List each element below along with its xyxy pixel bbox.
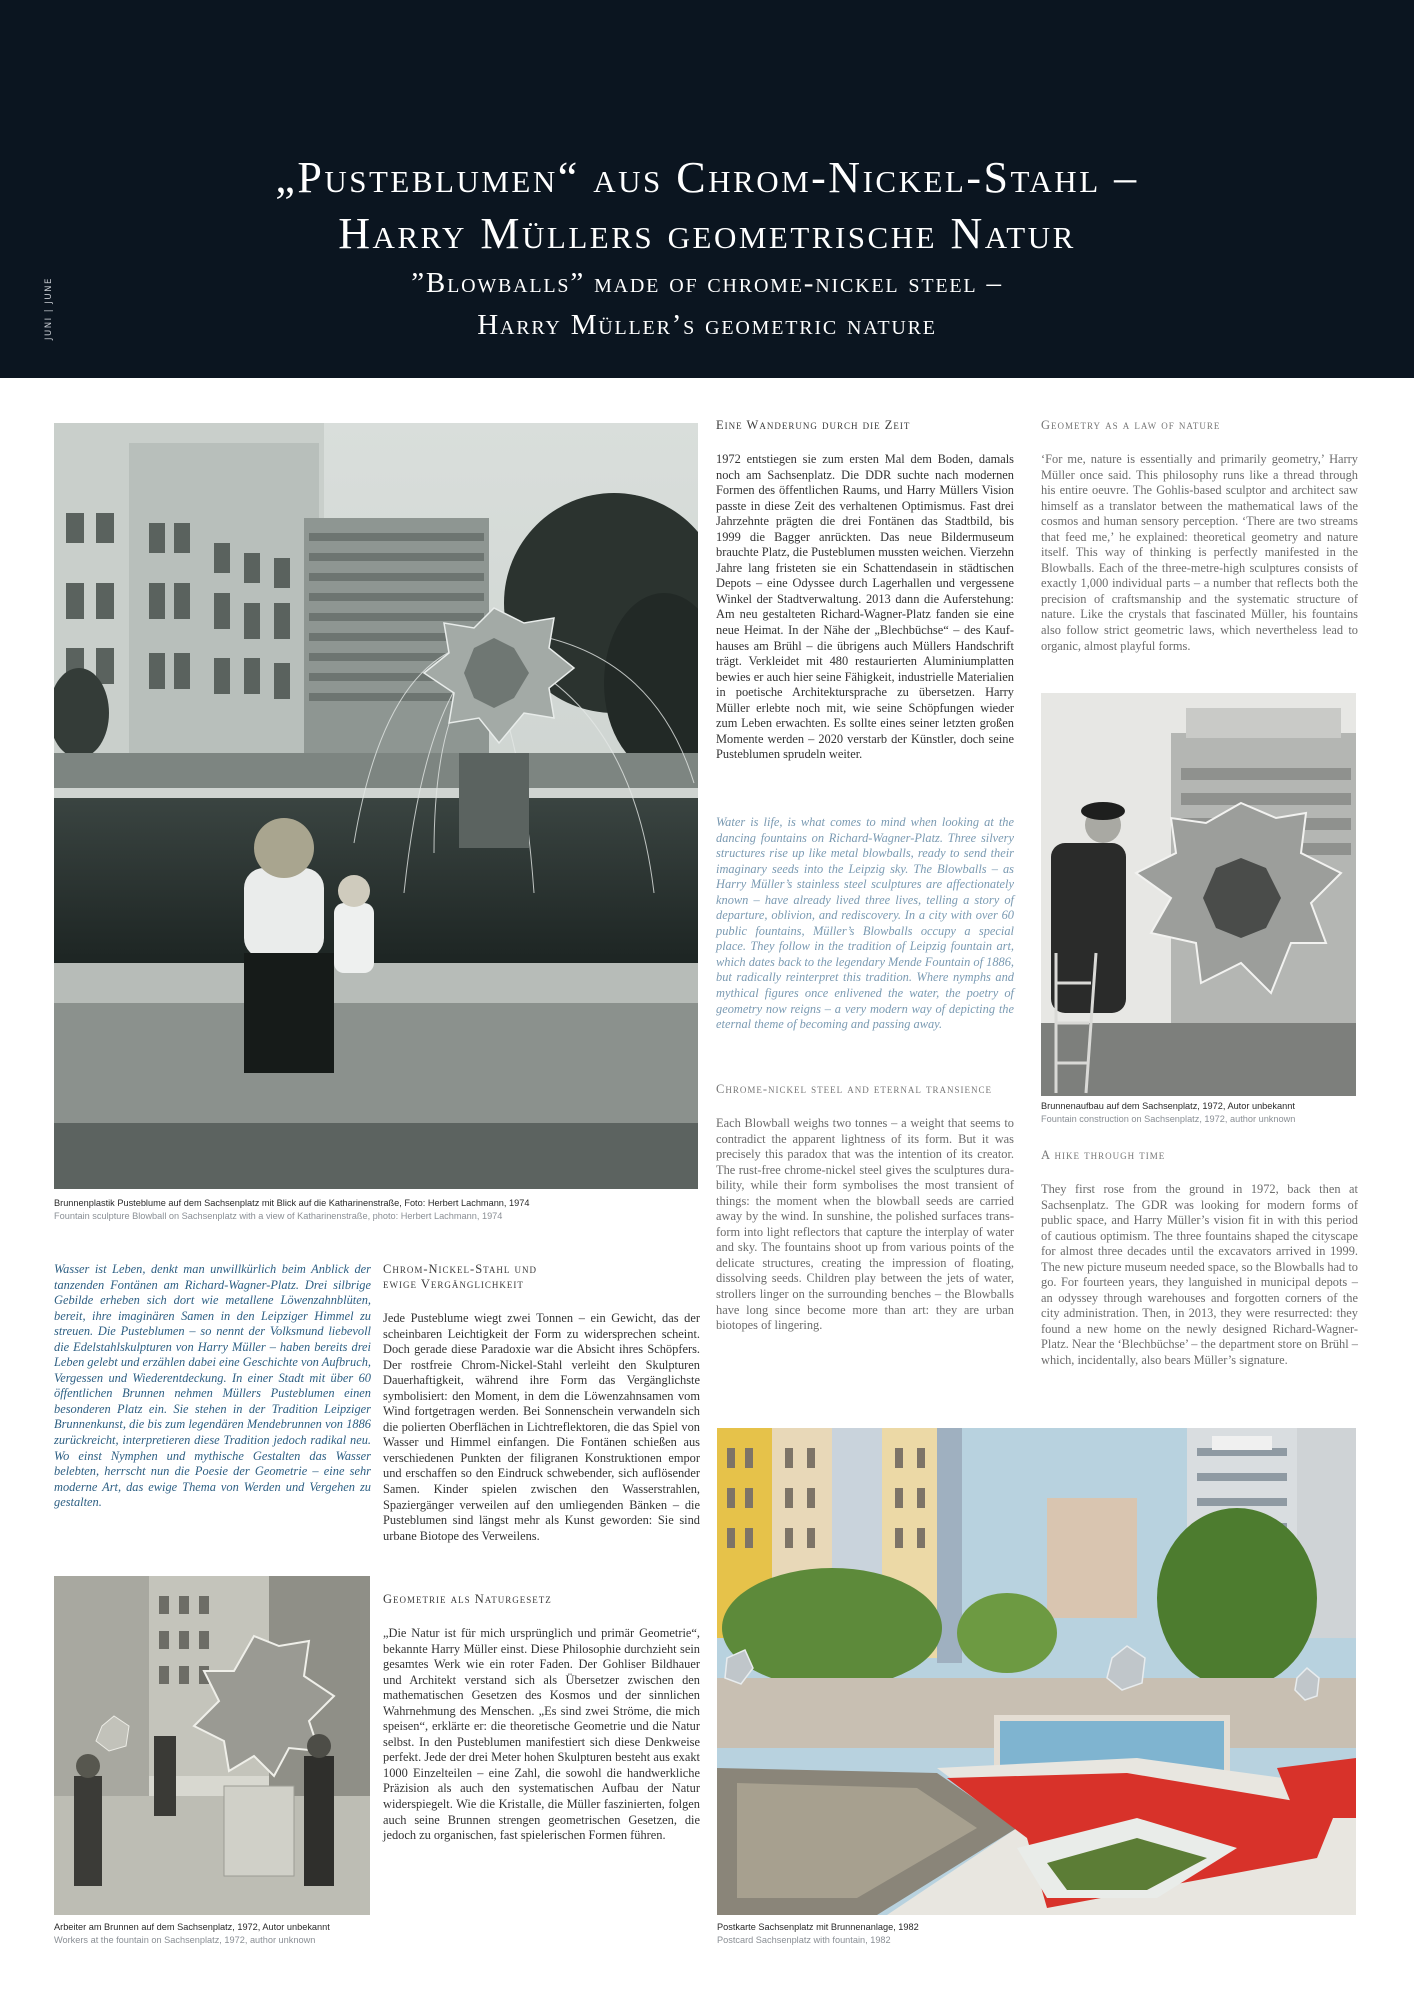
caption-postcard-photo [717, 1921, 1137, 1947]
header-banner [0, 0, 1414, 378]
heading-chrom-de-line-2: ewige Vergänglichkeit [383, 1277, 524, 1291]
heading-geometrie-de: Geometrie als Naturgesetz [383, 1592, 552, 1606]
section-chrome-en [716, 1082, 1014, 1334]
heading-wanderung: Eine Wanderung durch die Zeit [716, 418, 911, 432]
caption-construction-de: Brunnenaufbau auf dem Sachsenplatz, 1972, Autor unbekannt [1041, 1101, 1295, 1111]
caption-workers-photo [54, 1921, 384, 1947]
caption-main-de: Brunnenplastik Pusteblume auf dem Sachsenplatz mit Blick auf die Katharinenstraße, Foto: Herbert Lachmann, 1974 [54, 1198, 530, 1208]
photo-main-fountain [54, 423, 698, 1189]
caption-workers-de: Arbeiter am Brunnen auf dem Sachsenplatz, 1972, Autor unbekannt [54, 1922, 330, 1932]
month-label: JUNI | JUNE [44, 277, 54, 340]
title-english [0, 262, 1414, 346]
body-wanderung: 1972 entstiegen sie zum ersten Mal dem Boden, damals noch am Sachsenplatz. Die DDR suchte nach modernen Formen des öffentlichen Raums, und Harry Müllers Vision passte in diese Zeit des verhaltenen Optimismus. Fast drei Jahrzehnte prägten die drei Fontänen das Stadtbild, bis 1999 die Bagger anrückten. Das neue Bildermuseum brauchte Platz, die Pusteblumen mussten weichen. Vierzehn Jahre lang fristeten sie ein Schattendasein in städtischen Depots – eine Odyssee durch Lagerhallen und vergessene Winkel der Stadtverwaltung. 2013 dann die Auferstehung: Am neu gestalteten Richard-Wagner-Platz fanden sie eine neue Heimat. In der Nähe der „Blechbüchse“ – des Kaufhauses am Brühl – die übrigens auch Müllers Handschrift trägt. Verkleidet mit 480 restaurierten Aluminiumplatten bewies er auch hier seine Fähigkeit, industrielle Materialien in poetische Architektursprache zu übersetzen. Harry Müller erlebte noch mit, wie seine Schöpfungen wieder zum Leben erwachten. Es sollte eines seiner letzten großen Momente werden – 2020 verstarb der Künstler, doch seine Pusteblumen sprudeln weiter. [716, 452, 1014, 762]
section-chrom-de [383, 1262, 700, 1544]
caption-postcard-en: Postcard Sachsenplatz with fountain, 1982 [717, 1935, 891, 1945]
body-intro-en: Water is life, is what comes to mind when looking at the dancing fountains on Richard-Wagner-Platz. Three silvery structures rise up like metal blowballs, ready to send their imaginary seeds into the Leipzig sky. The Blowballs – as Harry Müller’s stainless steel sculptures are affectionately known – have already lived three lives, telling a story of departure, oblivion, and rediscovery. In a city with over 60 public fountains, Müller’s Blowballs occupy a special place. They follow in the tradition of Leipzig fountain art, which dates back to the legendary Mende Fountain of 1886, but radically reinterpret this tradition. Where nymphs and mythical figures once enlivened the water, the poetry of geometry now reigns – a very modern way of depicting the eternal theme of becoming and passing away. [716, 815, 1014, 1032]
photo-construction [1041, 693, 1356, 1096]
section-wanderung [716, 418, 1014, 763]
construction-photo-illustration [1041, 693, 1356, 1096]
caption-construction-en: Fountain construction on Sachsenplatz, 1972, author unknown [1041, 1114, 1296, 1124]
heading-chrom-de [383, 1262, 700, 1292]
workers-photo-illustration [54, 1576, 370, 1915]
photo-workers [54, 1576, 370, 1915]
title-german [0, 150, 1414, 262]
section-intro-de [54, 1262, 371, 1511]
body-geometrie-de: „Die Natur ist für mich ursprünglich und primär Geometrie“, bekannte Harry Müller einst. Diese Philosophie durchzieht sein gesamtes Werk wie ein roter Faden. Der Gohliser Bildhauer und Architekt verstand sich als Übersetzer zwischen den mathematischen Gesetzen des Kosmos und der sinnlichen Wahrnehmung des Menschen. „Es sind zwei Ströme, die mich speisen“, erklärte er: die theoretische Geometrie und die Natur selbst. In den Pusteblumen manifestiert sich diese Denkweise perfekt. Jede der drei Meter hohen Skulpturen besteht aus exakt 1000 Einzelteilen – eine Zahl, die sowohl die handwerkliche Präzision als auch den systematischen Aufbau der Natur widerspiegelt. Wie die Kristalle, die Müller faszinierten, folgen auch seine Brunnen strengen geometrischen Gesetzen, die jedoch zu organischen, fast spielerischen Formen führen. [383, 1626, 700, 1843]
body-geometry-en: ‘For me, nature is essentially and primarily geometry,’ Harry Müller once said. This philosophy runs like a thread through his entire oeuvre. The Gohlis-based sculptor and architect saw himself as a translator between the mathematical laws of the cosmos and human sensory perception. ‘There are two streams that feed me,’ he explained: theoretical geometry and nature itself. This way of thinking is perfectly manifested in the Blowballs. Each of the three-metre-high sculptures consists of exactly 1,000 individual parts – a number that reflects both the precision of craftsmanship and the systematic structure of nature. Like the crystals that fascinated Müller, his fountains also follow strict geometric laws, which nevertheless lead to organic, almost playful forms. [1041, 452, 1358, 653]
caption-workers-en: Workers at the fountain on Sachsenplatz, 1972, author unknown [54, 1935, 316, 1945]
photo-postcard [717, 1428, 1356, 1915]
body-intro-de: Wasser ist Leben, denkt man unwillkürlich beim Anblick der tanzenden Fontänen am Richard-Wagner-Platz. Drei silbrige Gebilde erheben sich dort wie metallene Löwenzahnblüten, bereit, ihre imaginären Samen in den Leipziger Himmel zu streuen. Die Pusteblumen – so nennt der Volksmund liebevoll die Edelstahlskulpturen von Harry Müller – haben bereits drei Leben gelebt und erzählen dabei eine Geschichte von Aufbruch, Vergessen und Wiederentdeckung. In einer Stadt mit über 60 öffentlichen Brunnen nehmen Müllers Pusteblumen einen besonderen Platz ein. Sie stehen in der Tradition Leipziger Brunnenkunst, die bis zum legendären Mendebrunnen von 1886 zurückreicht, interpretieren diese Tradition jedoch radikal neu. Wo einst Nymphen und mythische Gestalten das Wasser belebten, herrscht nun die Poesie der Geometrie – eine sehr moderne Art, das ewige Thema von Werden und Vergehen zu gestalten. [54, 1262, 371, 1510]
heading-chrome-en: Chrome-nickel steel and eternal transience [716, 1082, 992, 1096]
body-chrom-de: Jede Pusteblume wiegt zwei Tonnen – ein Gewicht, das der scheinbaren Leichtigkeit der Form zu widersprechen scheint. Doch gerade diese Paradoxie war die Absicht ihres Schöpfers. Der rostfreie Chrom-Nickel-Stahl verleiht den Skulpturen Dauerhaftigkeit, während ihre Form das Vergänglichste symbolisiert: den Moment, in dem die Löwenzahnsamen vom Wind fortgetragen werden. Bei Sonnenschein verwandeln sich die polierten Oberflächen in Lichtreflektoren, die das Spiel von Wasser und Himmel einfangen. Die Fontänen schießen aus verschiedenen Punkten der filigranen Konstruktionen empor und erschaffen so den Eindruck schwebender, sich auflösender Samen. Kinder spielen zwischen den Wasserstrahlen, Spaziergänger verweilen auf den umliegenden Bänken – die Pusteblumen sind längst mehr als Kunst geworden: Sie sind urbane Biotope des Verweilens. [383, 1311, 700, 1543]
section-geometrie-de [383, 1592, 700, 1844]
title-english-line-2: Harry Müller’s geometric nature [477, 309, 937, 341]
title-german-line-2: Harry Müllers geometrische Natur [338, 209, 1076, 258]
body-chrome-en: Each Blowball weighs two tonnes – a weight that seems to contradict the apparent lightness of its form. But it was precisely this paradox that was the intention of its creator. The rust-free chrome-nickel steel gives the sculptures durability, while their form symbolises the most transient of things: the moment when the blowball seeds are carried away by the wind. In sunshine, the polished surfaces transform into light reflectors that capture the interplay of water and sky. The fountains shoot up from various points of the delicate structures, creating the impression of floating, dissolving seeds. Children play between the jets of water, strollers linger on the surrounding benches – the Blowballs have long since become more than art: they are urban biotopes of lingering. [716, 1116, 1014, 1333]
title-german-line-1: „Pusteblumen“ aus Chrom-Nickel-Stahl – [275, 153, 1139, 202]
postcard-photo-illustration [717, 1428, 1356, 1915]
caption-main-en: Fountain sculpture Blowball on Sachsenplatz with a view of Katharinenstraße, photo: Herbert Lachmann, 1974 [54, 1211, 503, 1221]
heading-chrom-de-line-1: Chrom-Nickel-Stahl und [383, 1262, 538, 1276]
fountain-photo-illustration [54, 423, 698, 1189]
section-geometry-en [1041, 418, 1358, 654]
caption-main-photo [54, 1197, 714, 1223]
caption-construction-photo [1041, 1100, 1371, 1126]
section-intro-en [716, 815, 1014, 1033]
title-english-line-1: ”Blowballs” made of chrome-nickel steel – [411, 267, 1003, 299]
caption-postcard-de: Postkarte Sachsenplatz mit Brunnenanlage, 1982 [717, 1922, 919, 1932]
heading-hike-en: A hike through time [1041, 1148, 1166, 1162]
section-hike-en [1041, 1148, 1358, 1369]
body-hike-en: They first rose from the ground in 1972, back then at Sachsenplatz. The GDR was looking for modern forms of public space, and Harry Müller’s vision fit in with this period of cautious optimism. The three fountains shaped the cityscape for almost three decades until the excavators arrived in 1999. The new picture museum needed space, so the Blowballs had to go. For fourteen years, they languished in municipal depots – an odyssey through warehouses and forgotten corners of the city administration. Then, in 2013, they were resurrected: they found a new home on the newly designed Richard-Wagner-Platz. Near the ‘Blechbüchse’ – the department store on Brühl – which, incidentally, also bears Müller’s signature. [1041, 1182, 1358, 1368]
heading-geometry-en: Geometry as a law of nature [1041, 418, 1221, 432]
